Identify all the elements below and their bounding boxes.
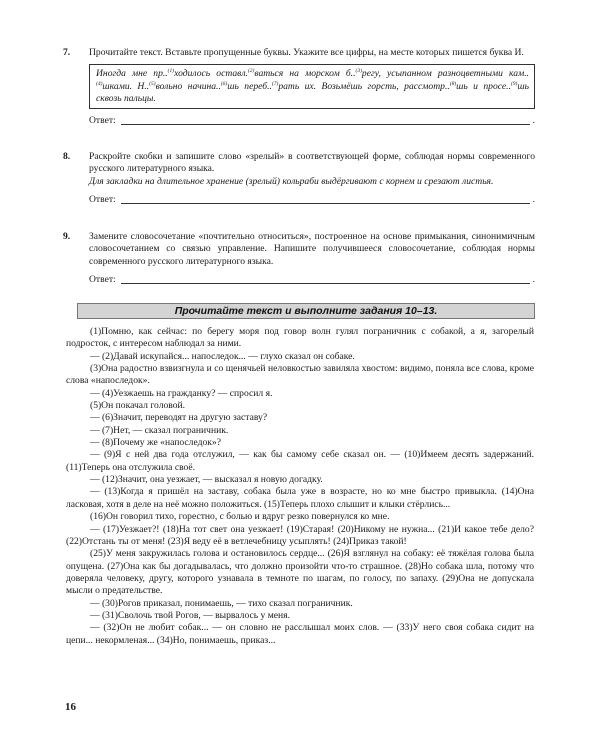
text-fragment: вольно начина.. [155, 80, 221, 92]
gap-marker: (5) [149, 80, 156, 87]
text-fragment: шь и просе.. [456, 80, 511, 92]
task-number: 9. [63, 231, 71, 242]
paragraph: — (9)Я с ней два года отслужил, — как бы самому себе сказал он. — (10)Имеем десять задержаний. (11)Теперь она отслужила своё. [66, 449, 534, 473]
paragraph: (16)Он говорил тихо, горестно, с болью и вдруг резко повернулся ко мне. [90, 511, 390, 523]
paragraph: — (4)Уезжаешь на гражданку? — спросил я. [90, 387, 273, 399]
task-9 [63, 231, 535, 286]
answer-row: Ответ: . [89, 193, 535, 205]
task-instruction: Прочитайте текст. Вставьте пропущенные буквы. Укажите все цифры, на месте которых пишется буква И. [89, 47, 524, 58]
paragraph: — (8)Почему же «напоследок»? [90, 437, 221, 449]
text-fragment: шь сквозь пальцы. [96, 80, 529, 104]
paragraph: — (32)Он не любит собак... — он словно не расслышал моих слов. — (33)У него своя собака сидит на цепи... некормленая... (34)Но, понимаешь, приказ... [66, 622, 534, 646]
paragraph: — (2)Давай искупайся... напоследок... — глухо сказал он собаке. [90, 350, 355, 362]
paragraph: (1)Помню, как сейчас: по берегу моря под говор волн гулял пограничник с собакой, а я, загорелый подросток, с интересом наблюдал за ними. [66, 326, 534, 350]
task-number: 7. [63, 47, 71, 58]
gap-marker: (3) [355, 68, 362, 75]
text-fragment: Иногда мне пр.. [96, 68, 168, 80]
answer-line[interactable] [121, 194, 530, 204]
paragraph: — (13)Когда я пришёл на заставу, собака была уже в возрасте, но ко мне быстро привыкла. (14)Она ласковая, хотя в деле на неё можно положиться. (15)Теперь плохо слышит и клыки стёрлись... [66, 486, 534, 510]
example-sentence: Для закладки на длительное хранение (зрелый) кольраби выдёргивают с корнем и срезают листья. [89, 175, 494, 187]
answer-label: Ответ: [89, 115, 116, 127]
task-instruction: Раскройте скобки и запишите слово «зрелый» в соответствующей форме, соблюдая нормы современного русского литературного языка. [89, 151, 535, 175]
paragraph: — (12)Значит, она уезжает, — высказал я новую догадку. [90, 474, 323, 486]
reading-text [66, 326, 534, 647]
paragraph: — (31)Сволочь твой Рогов, — вырвалось у меня. [90, 609, 290, 621]
answer-label: Ответ: [89, 193, 116, 205]
gap-marker: (1) [167, 68, 175, 75]
paragraph: — (17)Уезжает?! (18)На тот свет она уезжает! (19)Старая! (20)Никому не нужна... (21)И какое тебе дело? (22)Отстань ты от меня! (23)Я веду её в ветлечебницу усыплять! (24)Приказ такой! [66, 523, 534, 547]
answer-line[interactable] [121, 115, 530, 125]
text-fragment: регу, усыпанном разноцветными кам.. [361, 68, 529, 80]
paragraph: (3)Она радостно взвизгнула и со щенячьей неловкостью завиляла хвостом: видимо, поняла все слова, кроме слова «напоследок». [66, 363, 534, 387]
paragraph: — (30)Рогов приказал, понимаешь, — тихо сказал пограничник. [90, 597, 353, 609]
gap-marker: (9) [510, 80, 518, 87]
text-fragment: рать их. Возьмёшь горсть, рассмотр.. [278, 80, 450, 92]
paragraph: — (7)Нет, — сказал пограничник. [90, 424, 229, 436]
gap-marker: (2) [247, 68, 255, 75]
answer-row: Ответ: . [89, 273, 535, 285]
answer-line[interactable] [121, 274, 530, 284]
gap-marker: (8) [449, 80, 457, 87]
answer-row: Ответ: . [89, 115, 535, 127]
text-fragment: ваться на морском б.. [254, 68, 356, 80]
answer-label: Ответ: [89, 273, 116, 285]
gap-marker: (4) [96, 80, 103, 87]
text-fragment: ходилось оставл. [174, 68, 248, 80]
paragraph: (25)У меня закружилась голова и остановилось сердце... (26)Я взглянул на собаку: её тяжёлая голова была опущена. (27)Она как бы догадывалась, что должно произойти что-то страшное. (28)Но собака шла, потому что доверяла человеку, другу, которого узнавала в темноте по шагам, по голосу, по запаху. (29)Она не допускала мысли о предательстве. [66, 548, 534, 597]
text-fragment: шками. Н.. [102, 80, 150, 92]
exercise-text-box [89, 64, 535, 109]
gap-marker: (7) [271, 80, 279, 87]
task-number: 8. [63, 151, 71, 162]
text-fragment: шь переб.. [227, 80, 272, 92]
paragraph: — (6)Значит, переводят на другую заставу? [90, 412, 268, 424]
section-banner: Прочитайте текст и выполните задания 10–13. [77, 303, 535, 319]
page-number: 16 [65, 701, 76, 713]
gap-marker: (6) [220, 80, 228, 87]
task-7 [63, 47, 535, 127]
task-8 [63, 151, 535, 206]
paragraph: (5)Он покачал головой. [90, 400, 186, 412]
task-instruction: Замените словосочетание «почтительно относиться», построенное на основе примыкания, синонимичным словосочетанием со связью управление. Напишите получившееся словосочетание, соблюдая нормы современного русского литературного языка. [89, 231, 535, 267]
